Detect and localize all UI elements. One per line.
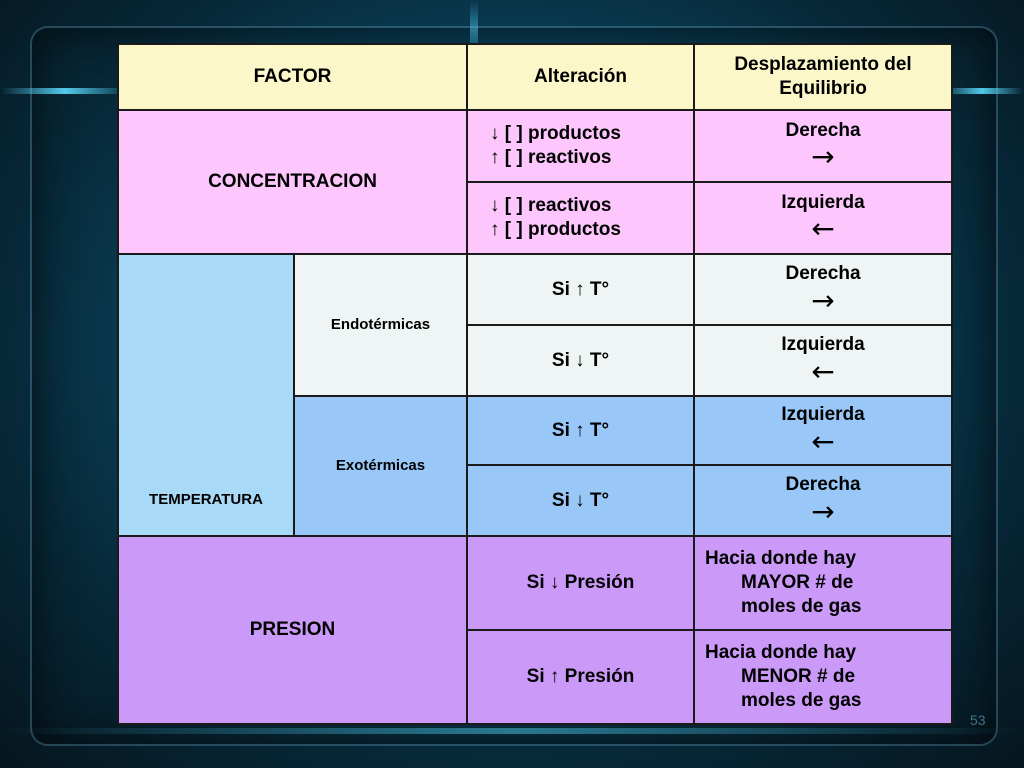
presion-result-2	[694, 630, 952, 724]
concentracion-row-1	[118, 110, 952, 182]
endo-result-1	[694, 254, 952, 325]
slide-number: 53	[970, 712, 986, 728]
endo-alteration-2: Si ↓ T°	[467, 325, 694, 396]
result-text: Derecha	[785, 263, 861, 285]
result-text: Izquierda	[781, 334, 865, 356]
right-arrow-icon: →	[811, 283, 835, 317]
endo-alteration-1: Si ↑ T°	[467, 254, 694, 325]
result-line: Hacia donde hay	[705, 548, 857, 570]
result-line: MENOR # de	[741, 666, 856, 688]
header-factor: FACTOR	[118, 44, 467, 110]
alteration-line: ↑ [ ] productos	[490, 219, 621, 240]
glow-line-bottom	[0, 728, 1024, 734]
equilibrium-factors-table	[117, 43, 953, 725]
endotermicas-label: Endotérmicas	[294, 254, 467, 396]
presion-alteration-2: Si ↑ Presión	[467, 630, 694, 724]
result-line: Hacia donde hay	[705, 642, 857, 664]
concentracion-label: CONCENTRACION	[118, 110, 467, 254]
alteration-line: ↑ [ ] reactivos	[490, 147, 612, 168]
exo-result-2	[694, 465, 952, 536]
right-arrow-icon: →	[811, 494, 835, 528]
presion-label: PRESION	[118, 536, 467, 724]
alteration-line: ↓ [ ] reactivos	[490, 195, 612, 217]
presion-row-1	[118, 536, 952, 630]
concentracion-result-2	[694, 182, 952, 254]
header-row	[118, 44, 952, 110]
result-text: Derecha	[785, 119, 861, 141]
result-line: moles de gas	[741, 595, 862, 617]
result-text: Derecha	[785, 474, 861, 496]
exo-alteration-2: Si ↓ T°	[467, 465, 694, 536]
result-line: MAYOR # de	[741, 572, 854, 594]
result-text: Izquierda	[781, 404, 865, 426]
header-desplazamiento: Desplazamiento del Equilibrio	[694, 44, 952, 110]
left-arrow-icon: ←	[811, 354, 835, 388]
header-alteracion: Alteración	[467, 44, 694, 110]
presion-result-1	[694, 536, 952, 630]
exo-alteration-1: Si ↑ T°	[467, 396, 694, 465]
concentracion-result-1	[694, 110, 952, 182]
glow-line-left	[0, 88, 130, 94]
left-arrow-icon: ←	[811, 212, 835, 246]
endo-result-2	[694, 325, 952, 396]
presion-alteration-1: Si ↓ Presión	[467, 536, 694, 630]
result-line: moles de gas	[741, 689, 862, 711]
alteration-line: ↓ [ ] productos	[490, 123, 621, 145]
temperatura-label: TEMPERATURA	[118, 254, 294, 536]
concentracion-alteration-1	[467, 110, 694, 182]
right-arrow-icon: →	[811, 140, 835, 174]
exo-result-1	[694, 396, 952, 465]
left-arrow-icon: ←	[811, 424, 835, 458]
temperatura-row-1	[118, 254, 952, 325]
concentracion-alteration-2	[467, 182, 694, 254]
exotermicas-label: Exotérmicas	[294, 396, 467, 536]
result-text: Izquierda	[781, 191, 865, 213]
